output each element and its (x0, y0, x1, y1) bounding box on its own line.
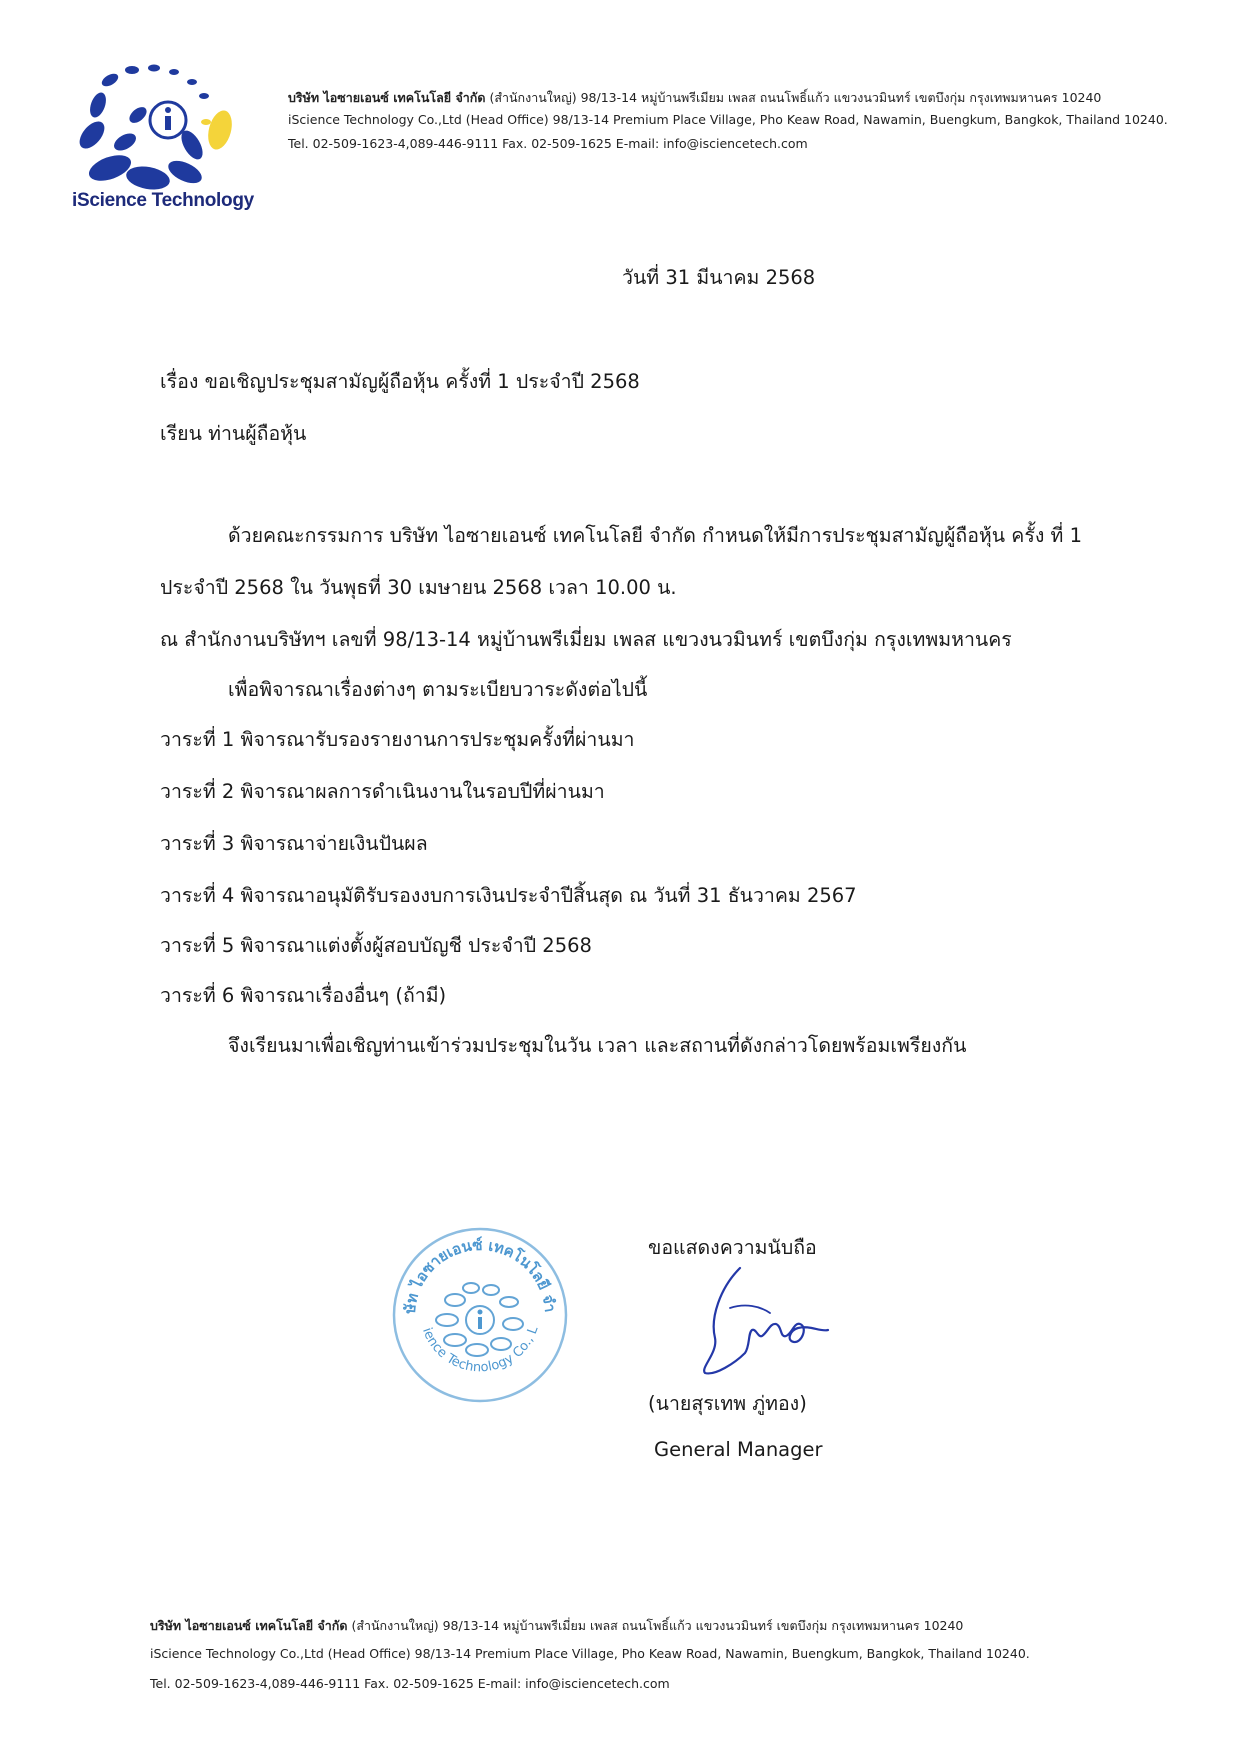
logo-graphic (70, 60, 250, 200)
stamp-text-thai: ษัท ไอซายเอนซ์ เทคโนโลยี จำ (400, 1235, 560, 1315)
stamp-text-en: ience Technology Co., L (419, 1324, 542, 1376)
letter-recipient: เรียน ท่านผู้ถือหุ้น (160, 422, 307, 445)
letter-date: วันที่ 31 มีนาคม 2568 (622, 266, 816, 289)
agenda-item-2: วาระที่ 2 พิจารณาผลการดำเนินงานในรอบปีที่ผ่านมา (160, 780, 605, 803)
agenda-item-3: วาระที่ 3 พิจารณาจ่ายเงินปันผล (160, 832, 428, 855)
body-paragraph-line-2: ประจำปี 2568 ใน วันพุธที่ 30 เมษายน 2568 เวลา 10.00 น. (160, 576, 677, 599)
meeting-location: ณ สำนักงานบริษัทฯ เลขที่ 98/13-14 หมู่บ้านพรีเมี่ยม เพลส แขวงนวมินทร์ เขตบึงกุ่ม กรุงเทพมหานคร (160, 628, 1012, 651)
stamp-graphic (385, 1220, 575, 1410)
signature-graphic (690, 1258, 840, 1378)
footer-address-th: (สำนักงานใหญ่) 98/13-14 หมู่บ้านพรีเมี่ยม เพลส ถนนโพธิ์แก้ว แขวงนวมินทร์ เขตบึงกุ่ม กรุงเทพมหานคร 10240 (347, 1618, 964, 1633)
body-paragraph-line-1: ด้วยคณะกรรมการ บริษัท ไอซายเอนซ์ เทคโนโลยี จำกัด กำหนดให้มีการประชุมสามัญผู้ถือหุ้น ครั้ง ที่ 1 (228, 524, 1082, 547)
letterhead-company-name-th: บริษัท ไอซายเอนซ์ เทคโนโลยี จำกัด (288, 90, 486, 105)
logo-wordmark: iScience Technology (72, 190, 254, 211)
letterhead-line-2: iScience Technology Co.,Ltd (Head Office) 98/13-14 Premium Place Village, Pho Keaw Road, Nawamin, Buengkum, Bangkok, Thailand 10240. (288, 112, 1168, 127)
signature (690, 1258, 840, 1378)
agenda-item-5: วาระที่ 5 พิจารณาแต่งตั้งผู้สอบบัญชี ประจำปี 2568 (160, 934, 592, 957)
agenda-item-1: วาระที่ 1 พิจารณารับรองรายงานการประชุมครั้งที่ผ่านมา (160, 728, 635, 751)
footer-line-3: Tel. 02-509-1623-4,089-446-9111 Fax. 02-509-1625 E-mail: info@isciencetech.com (150, 1676, 670, 1691)
letterhead-address-th: (สำนักงานใหญ่) 98/13-14 หมู่บ้านพรีเมียม เพลส ถนนโพธิ์แก้ว แขวงนวมินทร์ เขตบึงกุ่ม กรุงเทพมหานคร 10240 (485, 90, 1102, 105)
signatory-name: (นายสุรเทพ ภู่ทอง) (648, 1392, 807, 1415)
agenda-item-4: วาระที่ 4 พิจารณาอนุมัติรับรองงบการเงินประจำปีสิ้นสุด ณ วันที่ 31 ธันวาคม 2567 (160, 884, 857, 907)
signatory-title: General Manager (654, 1438, 823, 1461)
closing-sentence: จึงเรียนมาเพื่อเชิญท่านเข้าร่วมประชุมในวัน เวลา และสถานที่ดังกล่าวโดยพร้อมเพรียงกัน (228, 1034, 967, 1057)
svg-text:บริษัท ไอซายเอนซ์ เทคโนโลยี จำ (385, 1220, 559, 1316)
footer-line-1 (150, 1616, 963, 1636)
company-stamp (385, 1220, 575, 1410)
letter-subject: เรื่อง ขอเชิญประชุมสามัญผู้ถือหุ้น ครั้งที่ 1 ประจำปี 2568 (160, 370, 640, 393)
agenda-intro: เพื่อพิจารณาเรื่องต่างๆ ตามระเบียบวาระดังต่อไปนี้ (228, 678, 648, 701)
footer-line-2: iScience Technology Co.,Ltd (Head Office) 98/13-14 Premium Place Village, Pho Keaw Road, Nawamin, Buengkum, Bangkok, Thailand 10240. (150, 1646, 1030, 1661)
regards: ขอแสดงความนับถือ (648, 1236, 817, 1259)
agenda-item-6: วาระที่ 6 พิจารณาเรื่องอื่นๆ (ถ้ามี) (160, 984, 447, 1007)
letterhead-line-3: Tel. 02-509-1623-4,089-446-9111 Fax. 02-509-1625 E-mail: info@isciencetech.com (288, 136, 808, 151)
letterhead-line-1 (288, 88, 1101, 108)
footer-company-name-th: บริษัท ไอซายเอนซ์ เทคโนโลยี จำกัด (150, 1618, 348, 1633)
